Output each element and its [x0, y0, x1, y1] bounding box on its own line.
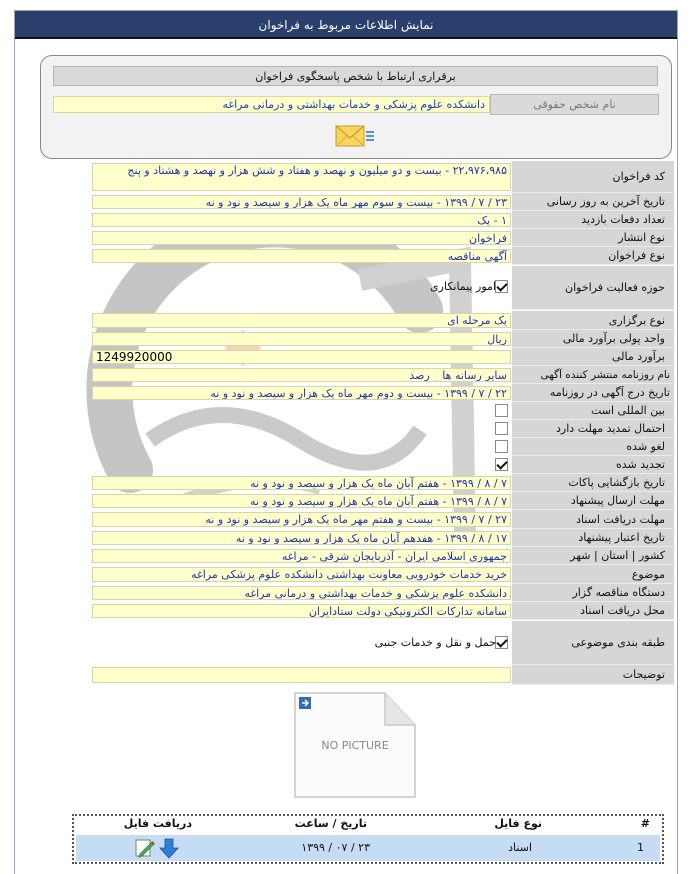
row-publish-type: [92, 229, 674, 247]
topic-category-label: طبقه بندی موضوعی: [512, 621, 674, 665]
extension-possible-label: احتمال تمدید مهلت دارد: [512, 420, 674, 438]
newspaper-date-value: ۲۲ / ۷ / ۱۳۹۹ - بیست و دوم مهر ماه یک هزار و سیصد و نود و نه: [92, 386, 511, 400]
last-update-label: تاریخ آخرین به روز رسانی: [512, 193, 674, 211]
opening-date-value: ۷ / ۸ / ۱۳۹۹ - هفتم آبان ماه یک هزار و سیصد و نود و نه: [92, 476, 511, 490]
row-documents-place: [92, 602, 674, 620]
no-picture-text: NO PICTURE: [321, 739, 389, 752]
tender-org-label: دستگاه مناقصه گزار: [512, 584, 674, 602]
newspaper-date-label: تاریخ درج آگهی در روزنامه: [512, 384, 674, 402]
row-extension-possible: [92, 420, 674, 438]
activity-domain-text: امور پیمانکاری: [430, 280, 496, 293]
visit-count-label: تعداد دفعات بازدید: [512, 211, 674, 229]
row-location: [92, 547, 674, 565]
row-tender-org: [92, 584, 674, 602]
row-topic-category: [92, 621, 674, 665]
subject-label: موضوع: [512, 565, 674, 584]
international-checkbox[interactable]: [495, 404, 508, 417]
location-label: کشور | استان | شهر: [512, 547, 674, 565]
row-holding-type: [92, 311, 674, 330]
subject-value: خرید خدمات خودرویی معاونت بهداشتی دانشکده علوم پزشکی مراغه: [92, 567, 511, 582]
renewed-checkbox[interactable]: [495, 458, 508, 471]
envelope-icon[interactable]: [334, 123, 376, 149]
description-label: توضیحات: [512, 665, 674, 685]
files-table-header: [74, 816, 662, 833]
col-index-header: #: [640, 817, 650, 830]
documents-place-label: محل دریافت اسناد: [512, 602, 674, 620]
currency-unit-value: ریال: [92, 332, 511, 346]
currency-unit-label: واحد پولی برآورد مالی: [512, 330, 674, 348]
row-call-type: [92, 247, 674, 265]
edit-pencil-icon[interactable]: [134, 837, 156, 859]
validity-date-value: ۱۷ / ۸ / ۱۳۹۹ - هفدهم آبان ماه یک هزار و سیصد و نود و نه: [92, 531, 511, 545]
row-visit-count: [92, 211, 674, 229]
cancelled-checkbox[interactable]: [495, 440, 508, 453]
files-table: [72, 814, 664, 864]
extension-possible-checkbox[interactable]: [495, 422, 508, 435]
row-newspaper-date: [92, 384, 674, 402]
row-type: اسناد: [508, 841, 532, 854]
row-description: [92, 665, 674, 685]
call-code-label: کد فراخوان: [512, 161, 674, 193]
legal-entity-value: دانشکده علوم پزشکی و خدمات بهداشتی و درمانی مراغه: [53, 96, 490, 113]
opening-date-label: تاریخ بازگشایی پاکات: [512, 474, 674, 492]
col-type-header: نوع فایل: [494, 817, 542, 830]
call-type-label: نوع فراخوان: [512, 247, 674, 265]
submission-deadline-value: ۷ / ۸ / ۱۳۹۹ - هفتم آبان ماه یک هزار و سیصد و نود و نه: [92, 494, 511, 508]
financial-estimate-label: برآورد مالی: [512, 348, 674, 366]
row-call-code: [92, 161, 674, 193]
col-download-header: دریافت فایل: [123, 817, 192, 830]
row-documents-deadline: [92, 510, 674, 529]
row-cancelled: [92, 438, 674, 456]
topic-category-text: حمل و نقل و خدمات جنبی: [374, 636, 496, 649]
holding-type-value: یک مرحله ای: [92, 313, 511, 328]
call-code-value: ۲۲،۹۷۶،۹۸۵ - بیست و دو میلیون و نهصد و هفتاد و شش هزار و نهصد و هشتاد و پنج: [92, 163, 511, 191]
newspaper-value: سایر رسانه ها _ رصد: [92, 368, 511, 382]
row-financial-estimate: [92, 348, 674, 366]
renewed-label: تجدید شده: [512, 456, 674, 474]
publish-type-label: نوع انتشار: [512, 229, 674, 247]
submission-deadline-label: مهلت ارسال پیشنهاد: [512, 492, 674, 510]
documents-deadline-value: ۲۷ / ۷ / ۱۳۹۹ - بیست و هفتم مهر ماه یک هزار و سیصد و نود و نه: [92, 512, 511, 527]
financial-estimate-value: 1249920000: [92, 350, 511, 364]
location-value: جمهوری اسلامی ایران - آذربایجان شرقی - مراغه: [92, 549, 511, 563]
no-picture-image: [293, 691, 417, 799]
documents-place-value: سامانه تدارکات الکترونیکی دولت ستادایران: [92, 604, 511, 618]
row-currency-unit: [92, 330, 674, 348]
row-submission-deadline: [92, 492, 674, 510]
publish-type-value: فراخوان: [92, 231, 511, 245]
documents-deadline-label: مهلت دریافت اسناد: [512, 510, 674, 529]
newspaper-label: نام روزنامه منتشر کننده آگهی: [512, 366, 674, 384]
row-newspaper: [92, 366, 674, 384]
activity-domain-label: حوزه فعالیت فراخوان: [512, 266, 674, 310]
row-renewed: [92, 456, 674, 474]
legal-entity-label: نام شخص حقوقی: [490, 94, 659, 115]
visit-count-value: ۱ - یک: [92, 213, 511, 227]
row-index: 1: [637, 841, 644, 854]
row-validity-date: [92, 529, 674, 547]
window-title: نمایش اطلاعات مربوط به فراخوان: [15, 11, 677, 39]
tender-org-value: دانشکده علوم پزشکی و خدمات بهداشتی و درمانی مراغه: [92, 586, 511, 600]
table-row[interactable]: [76, 835, 660, 861]
international-label: بین المللی است: [512, 402, 674, 420]
download-arrow-icon[interactable]: [158, 837, 180, 859]
description-value: [92, 667, 511, 683]
contact-heading: برقراری ارتباط با شخص پاسخگوی فراخوان: [53, 66, 658, 86]
row-subject: [92, 565, 674, 584]
holding-type-label: نوع برگزاری: [512, 311, 674, 330]
row-activity-domain: [92, 266, 674, 310]
col-datetime-header: تاریخ / ساعت: [294, 817, 367, 830]
validity-date-label: تاریخ اعتبار پیشنهاد: [512, 529, 674, 547]
cancelled-label: لغو شده: [512, 438, 674, 456]
row-last-update: [92, 193, 674, 211]
row-international: [92, 402, 674, 420]
topic-category-checkbox[interactable]: [495, 636, 508, 649]
activity-domain-checkbox[interactable]: [495, 280, 508, 293]
call-type-value: آگهی مناقصه: [92, 249, 511, 263]
row-opening-date: [92, 474, 674, 492]
last-update-value: ۲۳ / ۷ / ۱۳۹۹ - بیست و سوم مهر ماه یک هزار و سیصد و نود و نه: [92, 195, 511, 209]
row-datetime: ۲۳ / ۰۷ / ۱۳۹۹: [301, 841, 370, 854]
